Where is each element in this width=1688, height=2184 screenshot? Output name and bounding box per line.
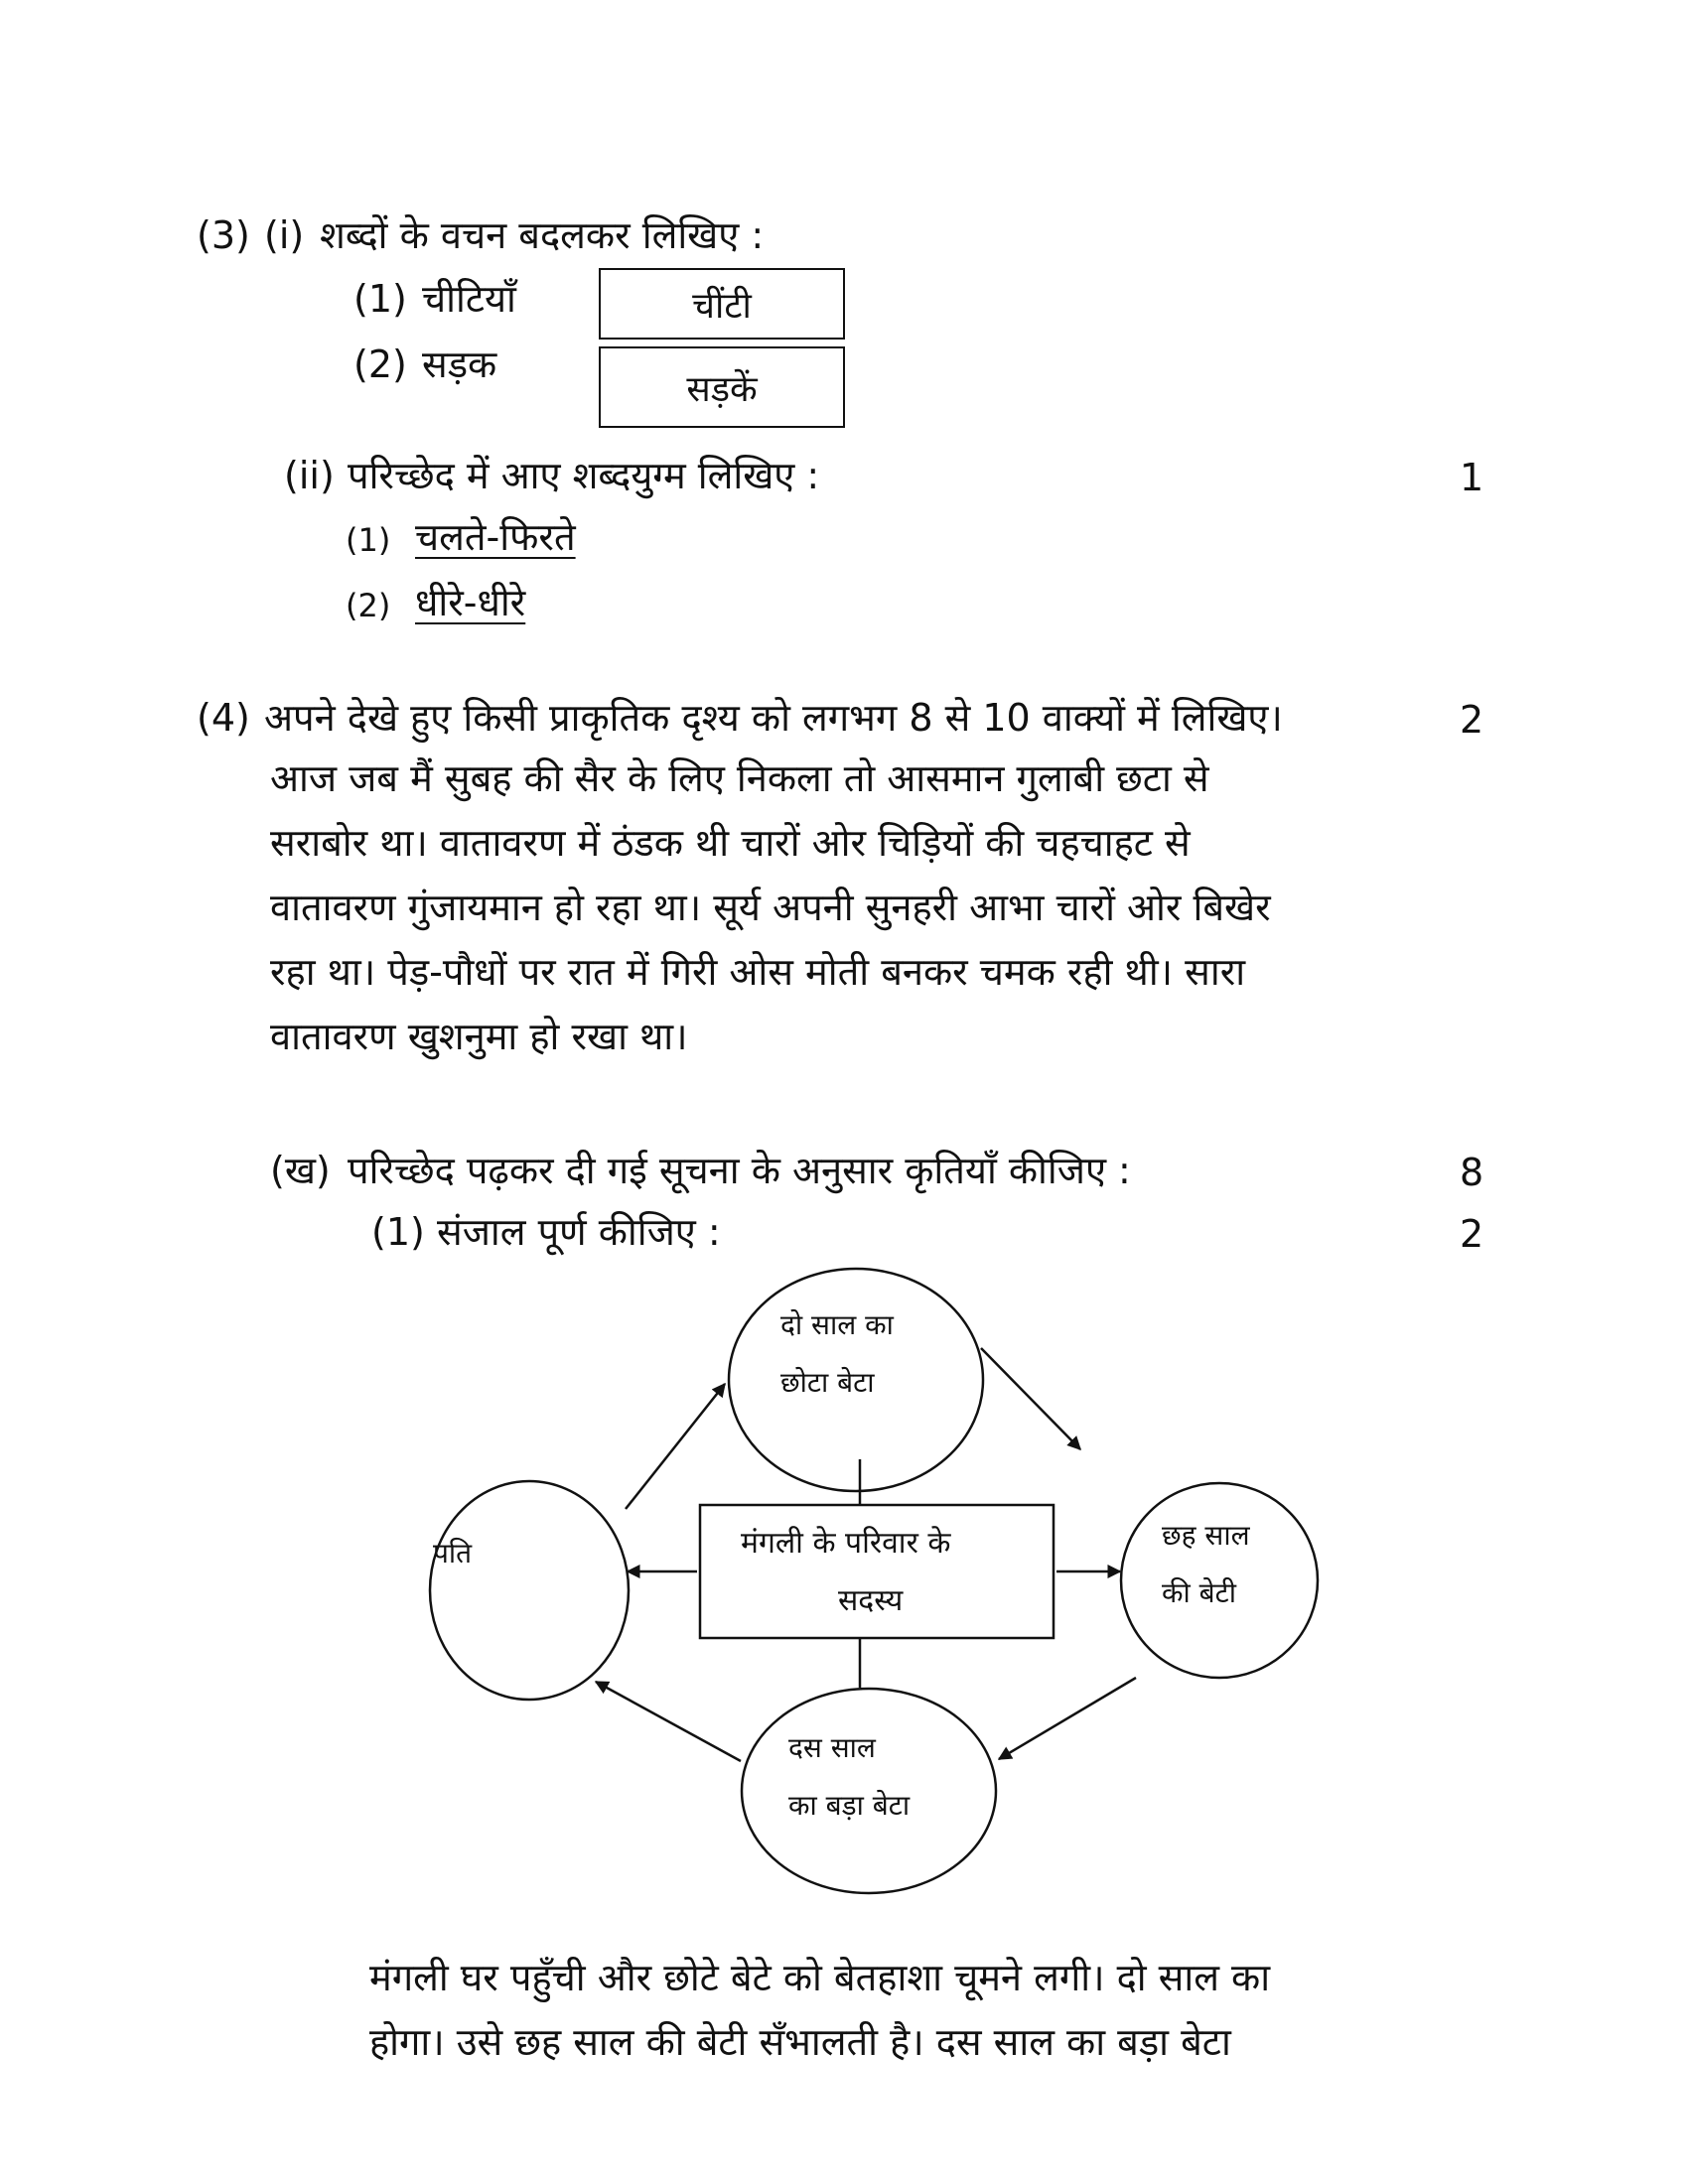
kha-sub1-instruction: संजाल पूर्ण कीजिए : [437,1210,721,1254]
q3-part-ii-marks: 1 [1460,456,1484,499]
kha-label: (ख) [270,1149,331,1192]
arrow-left-to-top [626,1384,725,1509]
q4-answer-line: सराबोर था। वातावरण में ठंडक थी चारों ओर चिड़ियों की चहचाहट से [270,821,1191,865]
node-left-line: पति [433,1537,473,1570]
q4-answer-line: वातावरण खुशनुमा हो रखा था। [270,1015,688,1058]
q3-number: (3) [197,213,250,257]
node-top-line: छोटा बेटा [780,1366,875,1399]
arrow-right-to-bottom [999,1678,1136,1759]
node-top-line: दो साल का [780,1308,894,1341]
q3-item1-answer: चींटी [692,285,752,327]
q4-answer-line: आज जब मैं सुबह की सैर के लिए निकला तो आसमान गुलाबी छटा से [270,756,1209,800]
node-right-text [1162,1507,1250,1622]
node-left-text [433,1525,472,1582]
kha-marks: 8 [1460,1151,1484,1194]
q4-marks: 2 [1460,698,1484,742]
q3-item2-answer: सड़कें [686,368,758,410]
q3-ii-answer2-number: (2) [346,587,391,624]
kha-instruction: परिच्छेद पढ़कर दी गई सूचना के अनुसार कृतियाँ कीजिए : [348,1149,1131,1192]
q3-ii-answer1-text: चलते-फिरते [415,515,576,559]
q3-item2-number: (2) [353,342,407,386]
node-bottom-text [788,1719,910,1835]
q3-part-i-instruction: शब्दों के वचन बदलकर लिखिए : [320,213,765,257]
center-box-text [741,1515,950,1630]
q3-item2-word: सड़क [422,342,497,386]
passage-line: मंगली घर पहुँची और छोटे बेटे को बेतहाशा चूमने लगी। दो साल का [369,1956,1271,1999]
center-box-line: सदस्य [838,1583,904,1618]
q3-ii-answer1-number: (1) [346,521,391,559]
node-right-line: की बेटी [1162,1576,1237,1609]
q3-part-i-label: (i) [264,213,305,257]
kha-passage [369,1946,1270,2075]
node-left-circle [430,1481,629,1700]
passage-line: होगा। उसे छह साल की बेटी सँभालती है। दस साल का बड़ा बेटा [369,2020,1231,2064]
kha-sub1-marks: 2 [1460,1212,1484,1256]
arrow-top-to-right [981,1348,1080,1449]
center-box-line: मंगली के परिवार के [741,1526,951,1561]
q4-number: (4) [197,696,250,740]
q3-part-ii-instruction: परिच्छेद में आए शब्दयुग्म लिखिए : [348,454,820,497]
node-bottom-line: का बड़ा बेटा [788,1789,911,1822]
node-bottom-line: दस साल [788,1731,876,1764]
q3-item1-number: (1) [353,277,407,321]
q3-part-ii-label: (ii) [284,454,335,497]
q4-instruction: अपने देखे हुए किसी प्राकृतिक दृश्य को लगभग 8 से 10 वाक्यों में लिखिए। [264,696,1283,740]
node-right-line: छह साल [1162,1519,1250,1552]
q4-answer-line: रहा था। पेड़-पौधों पर रात में गिरी ओस मोती बनकर चमक रही थी। सारा [270,950,1246,994]
kha-sub1-label: (1) [371,1210,425,1254]
arrow-bottom-to-left [596,1682,741,1761]
node-top-text [780,1297,894,1412]
q3-ii-answer2-text: धीरे-धीरे [415,581,526,624]
q4-answer-line: वातावरण गुंजायमान हो रहा था। सूर्य अपनी सुनहरी आभा चारों ओर बिखेर [270,886,1271,929]
q3-item1-word: चीटियाँ [422,277,516,321]
